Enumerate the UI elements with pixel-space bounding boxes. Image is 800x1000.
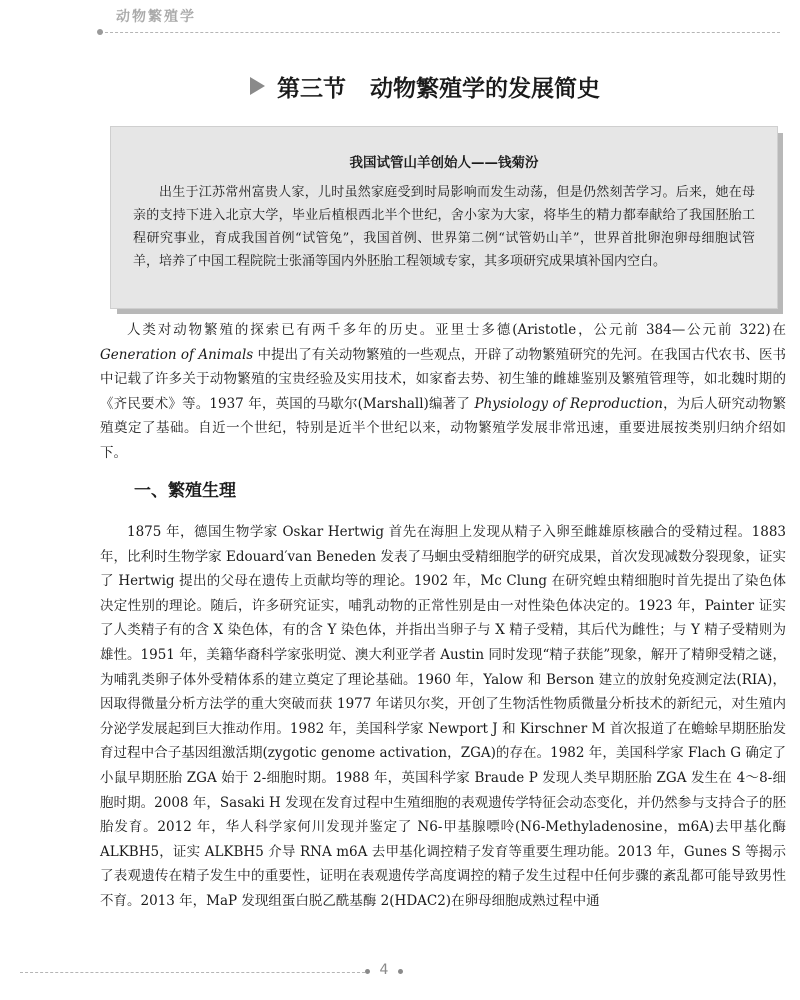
header-dot-icon xyxy=(97,29,103,35)
section-title-text: 第三节 动物繁殖学的发展简史 xyxy=(277,75,601,102)
header-title: 动物繁殖学 xyxy=(116,9,196,25)
section-title xyxy=(250,68,600,104)
intro-text-3: ，为后人研究动物繁殖奠定了基础。自近一个世纪，特别是近半个世纪以来，动物繁殖学发展非常迅速，重要进展按类别归纳介绍如下。 xyxy=(100,395,786,461)
header-divider xyxy=(100,32,780,33)
intro-text-2: 中提出了有关动物繁殖的一些观点，开辟了动物繁殖研究的先河。在我国古代农书、医书中记载了许多关于动物繁殖的宝贵经验及实用技术，如家畜去势、初生雏的雌雄鉴别及繁殖管理等，如北魏时期的《齐民要术》等。1937 年，英国的马歇尔(Marshall)编著了 xyxy=(100,346,786,412)
footer-dot-icon xyxy=(398,969,403,974)
triangle-arrow-icon xyxy=(250,77,265,95)
body-paragraph: 1875 年，德国生物学家 Oskar Hertwig 首先在海胆上发现从精子入卵至雌雄原核融合的受精过程。1883 年，比利时生物学家 Edouard′van Beneden 发表了马蛔虫受精细胞学的研究成果，首次发现减数分裂现象，证实了 Hertwig 提出的父母在遗传上贡献均等的理论。1902 年，Mc Clung 在研究蝗虫精细胞时首先提出了染色体决定性别的理论。随后，许多研究证实，哺乳动物的正常性别是由一对性染色体决定的。1923 年，Painter 证实了人类精子有的含 X 染色体，有的含 Y 染色体，并指出当卵子与 X 精子受精，其后代为雌性；与 Y 精子受精则为雄性。1951 年，美籍华裔科学家张明觉、澳大利亚学者 Austin 同时发现“精子获能”现象，解开了精卵受精之谜，为哺乳类卵子体外受精体系的建立奠定了理论基础。1960 年，Yalow 和 Berson 建立的放射免疫测定法(RIA)，因取得微量分析方法学的重大突破而获 1977 年诺贝尔奖，开创了生物活性物质微量分析技术的新纪元，对生殖内分泌学发展起到巨大推动作用。1982 年，美国科学家 Newport J 和 Kirschner M 首次报道了在蟾蜍早期胚胎发育过程中合子基因组激活期(zygotic genome activation，ZGA)的存在。1982 年，美国科学家 Flach G 确定了小鼠早期胚胎 ZGA 始于 2-细胞时期。1988 年，英国科学家 Braude P 发现人类早期胚胎 ZGA 发生在 4～8-细胞时期。2008 年，Sasaki H 发现在发育过程中生殖细胞的表观遗传学特征会动态变化，并仍然参与支持合子的胚胎发育。2012 年，华人科学家何川发现并鉴定了 N6-甲基腺嘌呤(N6-Methyladenosine，m6A)去甲基化酶 ALKBH5，证实 ALKBH5 介导 RNA m6A 去甲基化调控精子发育等重要生理功能。2013 年，Gunes S 等揭示了表观遗传在精子发生中的重要性，证明在表观遗传学高度调控的精子发生过程中任何步骤的紊乱都可能导致男性不育。2013 年，MaP 发现组蛋白脱乙酰基酶 2(HDAC2)在卵母细胞成熟过程中通 xyxy=(100,524,786,909)
subsection-heading: 一、繁殖生理 xyxy=(134,481,236,501)
sidebar-box xyxy=(110,126,778,309)
work-title-generation-of-animals: Generation of Animals xyxy=(100,346,254,363)
work-title-physiology-of-reproduction: Physiology of Reproduction xyxy=(474,395,663,412)
footer-dot-icon xyxy=(365,969,370,974)
box-title: 我国试管山羊创始人——钱菊汾 xyxy=(349,155,539,171)
page-number: 4 xyxy=(379,962,389,978)
intro-text-1: 人类对动物繁殖的探索已有两千多年的历史。亚里士多德(Aristotle，公元前 384—公元前 322)在 xyxy=(127,322,786,338)
running-header xyxy=(100,4,780,34)
intro-paragraph xyxy=(100,318,786,466)
box-text: 出生于江苏常州富贵人家，儿时虽然家庭受到时局影响而发生动荡，但是仍然刻苦学习。后来，她在母亲的支持下进入北京大学，毕业后植根西北半个世纪，舍小家为大家，将毕生的精力都奉献给了我国胚胎工程研究事业，育成我国首例“试管兔”，我国首例、世界第二例“试管奶山羊”，世界首批卵泡卵母细胞试管羊，培养了中国工程院院士张涌等国内外胚胎工程领域专家，其多项研究成果填补国内空白。 xyxy=(133,185,755,269)
footer-divider-left xyxy=(20,972,365,973)
